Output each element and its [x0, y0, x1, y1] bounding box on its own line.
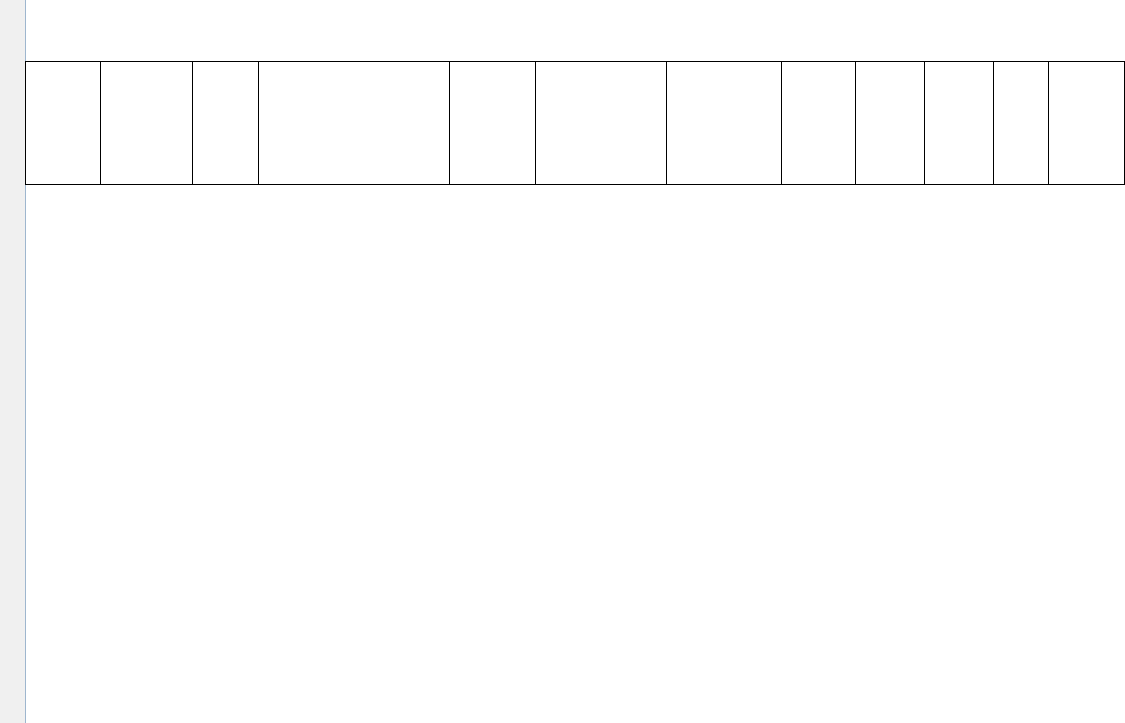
- header-mulkiyet[interactable]: [782, 61, 856, 184]
- header-ilce-adi[interactable]: [193, 61, 259, 184]
- row-header-column: [0, 0, 26, 723]
- header-adresi[interactable]: [536, 61, 667, 184]
- sheet-title[interactable]: [26, 0, 1125, 61]
- header-enlem[interactable]: [856, 61, 925, 184]
- header-tabela[interactable]: [101, 61, 193, 184]
- header-imar-durumu[interactable]: [667, 61, 782, 184]
- header-alani[interactable]: [994, 61, 1049, 184]
- spreadsheet-grid: [25, 0, 1125, 185]
- header-boylam[interactable]: [925, 61, 994, 184]
- header-genel-sira-no[interactable]: [26, 61, 101, 184]
- header-mahalle-adi[interactable]: [450, 61, 536, 184]
- header-row: [26, 61, 1125, 184]
- header-aciklama[interactable]: [259, 61, 450, 184]
- title-row: [26, 0, 1125, 61]
- header-kapasite[interactable]: [1049, 61, 1125, 184]
